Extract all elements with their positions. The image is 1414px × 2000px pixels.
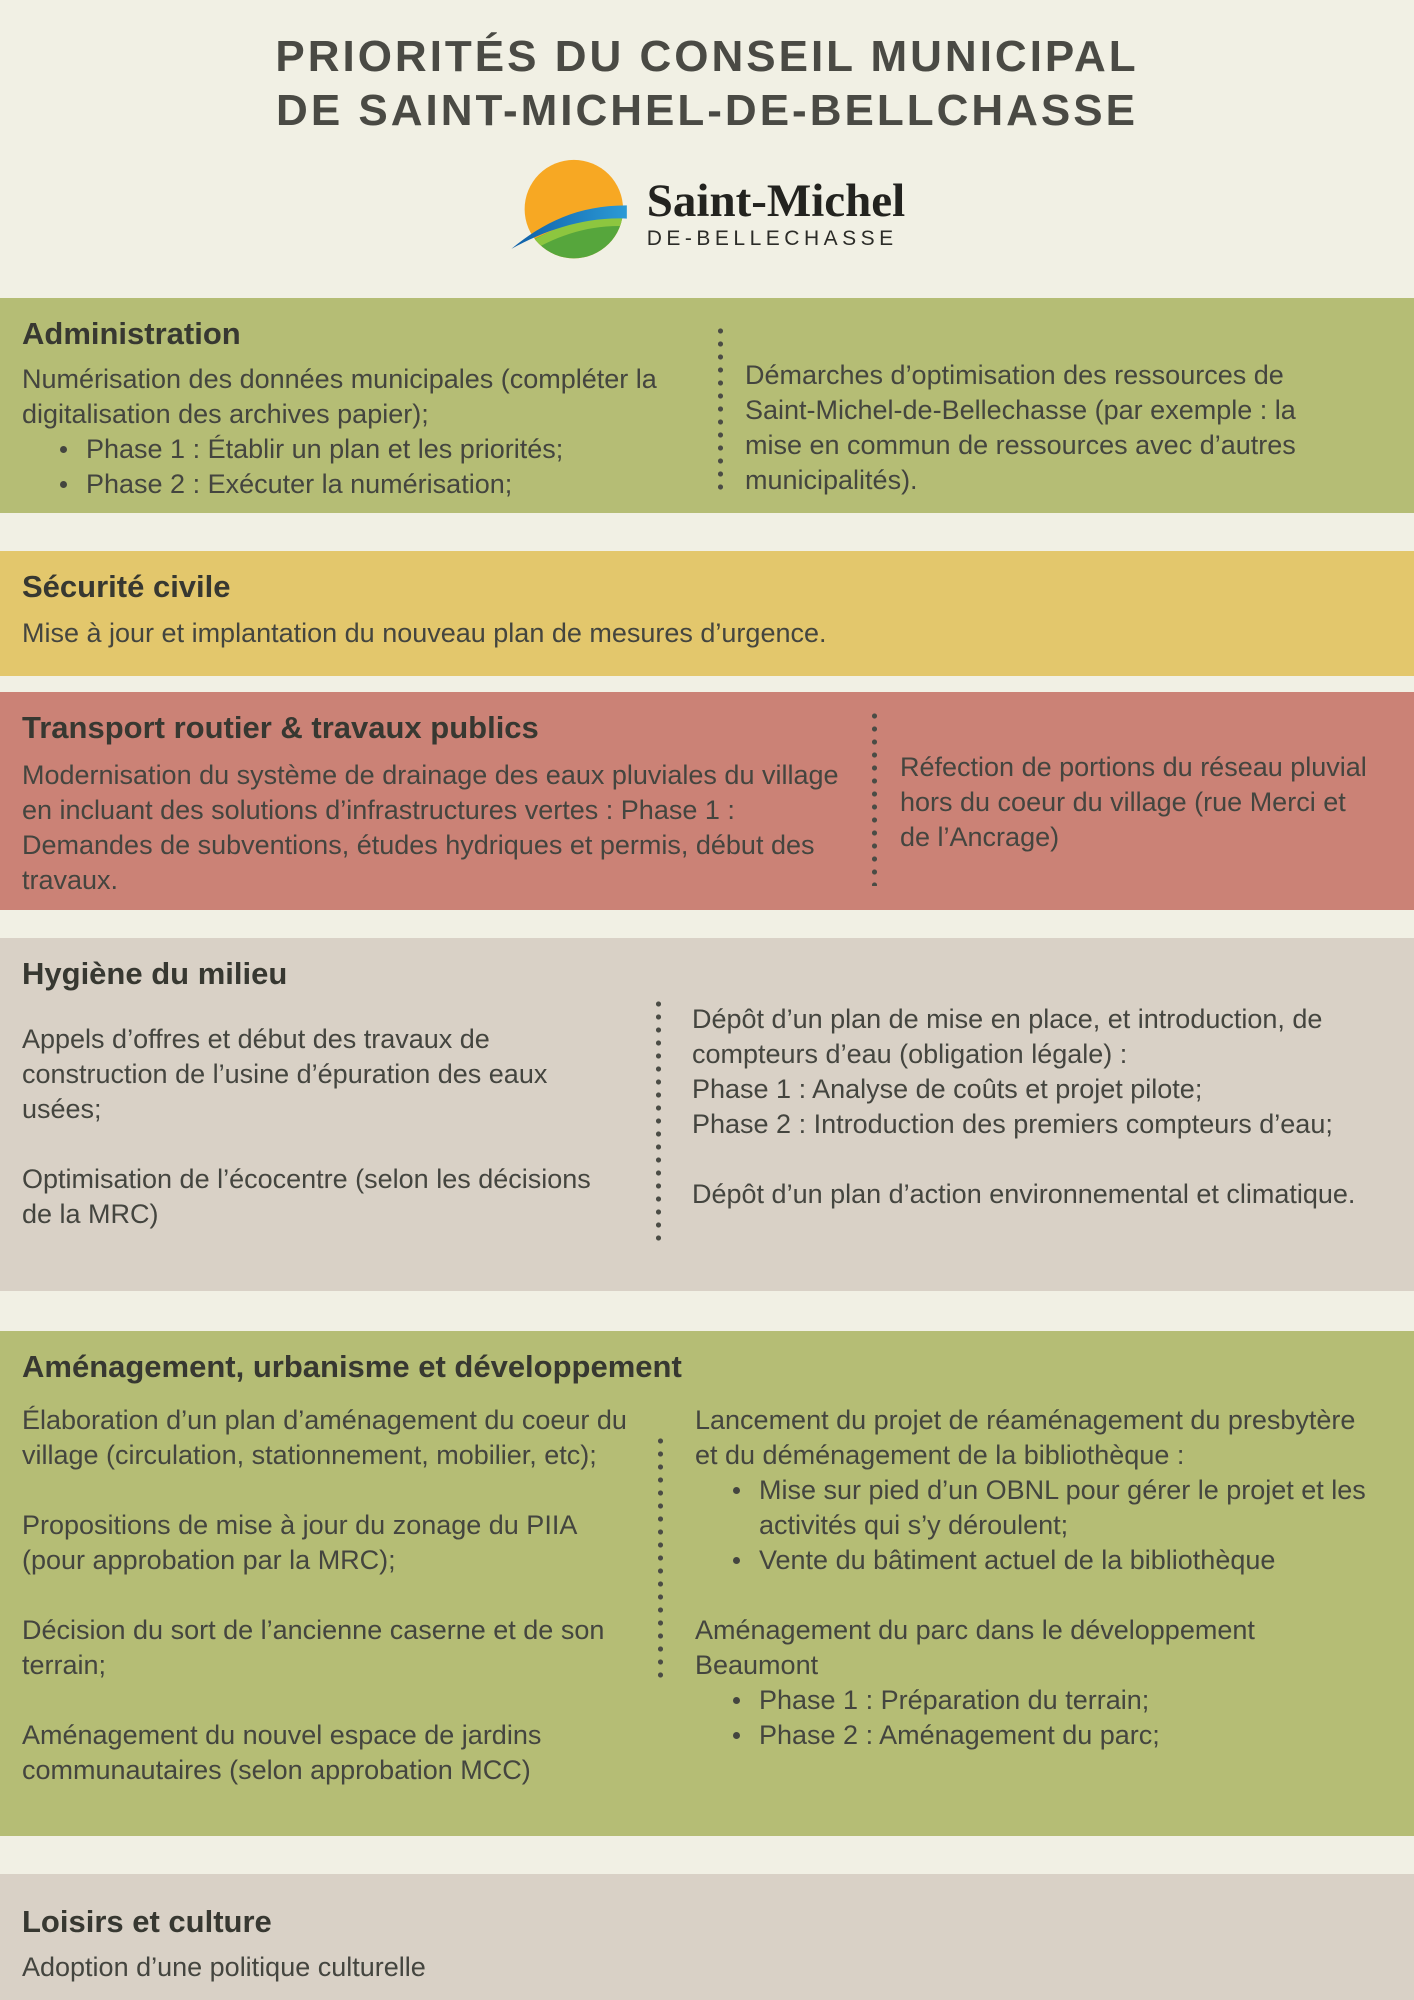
blank-line [22,1578,642,1613]
list-item [60,432,682,467]
administration-intro: Numérisation des données municipales (compléter la digitalisation des archives papier); [22,364,657,429]
amenagement-paragraph-1: Élaboration d’un plan d’aménagement du coeur du village (circulation, stationnement, mobilier, etc); [22,1405,627,1470]
administration-right-column: Démarches d’optimisation des ressources de Saint-Michel-de-Bellechasse (par exemple : la mise en commun de ressources avec d’autres municipalités). [745,360,1296,495]
logo-wordmark [647,172,905,251]
section-amenagement [0,1331,1414,1836]
administration-left-column [22,362,682,502]
amenagement-bullet-list-2 [695,1683,1385,1753]
bullet-dot [733,1487,740,1494]
section-transport [0,692,1414,910]
bullet-dot [60,446,67,453]
bullet-dot [733,1732,740,1739]
blank-line [695,1578,1385,1613]
list-item-text: Phase 1 : Établir un plan et les priorités; [86,434,564,464]
municipality-logo [0,156,1414,266]
amenagement-paragraph-4: Aménagement du nouvel espace de jardins communautaires (selon approbation MCC) [22,1720,542,1785]
list-item [733,1718,1385,1753]
hygiene-paragraph-1: Appels d’offres et début des travaux de construction de l’usine d’épuration des eaux usées; [22,1024,548,1124]
amenagement-paragraph-2: Propositions de mise à jour du zonage du PIIA (pour approbation par la MRC); [22,1510,576,1575]
amenagement-left-column [22,1403,642,1788]
list-item-text: Phase 2 : Exécuter la numérisation; [86,469,513,499]
dotted-divider [656,998,661,1244]
section-loisirs-heading: Loisirs et culture [22,1904,272,1939]
section-amenagement-heading: Aménagement, urbanisme et développement [22,1349,682,1384]
dotted-divider [718,325,723,495]
blank-line [22,1473,642,1508]
list-item-text: Mise sur pied d’un OBNL pour gérer le projet et les activités qui s’y déroulent; [759,1475,1366,1540]
page-title-line1: PRIORITÉS DU CONSEIL MUNICIPAL [275,32,1139,81]
amenagement-right-column [695,1403,1385,1753]
list-item-text: Phase 1 : Préparation du terrain; [759,1685,1150,1715]
amenagement-right-paragraph-2: Aménagement du parc dans le développement Beaumont [695,1615,1255,1680]
list-item [733,1473,1385,1543]
hygiene-paragraph-2: Optimisation de l’écocentre (selon les décisions de la MRC) [22,1164,591,1229]
section-securite-heading: Sécurité civile [22,569,231,604]
administration-bullet-list [22,432,682,502]
list-item [60,467,682,502]
securite-text: Mise à jour et implantation du nouveau plan de mesures d’urgence. [22,618,827,648]
loisirs-text: Adoption d’une politique culturelle [22,1952,426,1982]
blank-line [22,1683,642,1718]
section-securite-civile [0,551,1414,676]
hygiene-left-column [22,1022,622,1232]
bullet-dot [60,481,67,488]
transport-right-column: Réfection de portions du réseau pluvial hors du coeur du village (rue Merci et de l’Ancrage) [900,752,1367,852]
list-item-text: Vente du bâtiment actuel de la bibliothèque [759,1545,1276,1575]
hygiene-right-line2: Phase 1 : Analyse de coûts et projet pilote; [692,1074,1203,1104]
section-transport-heading: Transport routier & travaux publics [22,710,539,745]
bullet-dot [733,1697,740,1704]
sun-wave-hill-logo-icon [509,158,633,264]
list-item [733,1683,1385,1718]
bullet-dot [733,1557,740,1564]
hygiene-right-column [692,1002,1392,1212]
list-item [733,1543,1385,1578]
blank-line [22,1127,622,1162]
page-title [0,30,1414,138]
list-item-text: Phase 2 : Aménagement du parc; [759,1720,1160,1750]
section-hygiene [0,938,1414,1291]
amenagement-right-paragraph-1: Lancement du projet de réaménagement du presbytère et du déménagement de la bibliothèque : [695,1405,1356,1470]
page-title-line2: DE SAINT-MICHEL-DE-BELLCHASSE [276,86,1138,135]
dotted-divider [658,1435,663,1681]
amenagement-bullet-list-1 [695,1473,1385,1578]
section-administration-heading: Administration [22,316,241,351]
hygiene-right-line3: Phase 2 : Introduction des premiers compteurs d’eau; [692,1109,1333,1139]
hygiene-right-line1: Dépôt d’un plan de mise en place, et introduction, de compteurs d’eau (obligation légale) : [692,1004,1323,1069]
section-administration [0,298,1414,513]
hygiene-right-paragraph-2: Dépôt d’un plan d’action environnemental et climatique. [692,1179,1356,1209]
amenagement-paragraph-3: Décision du sort de l’ancienne caserne et de son terrain; [22,1615,605,1680]
dotted-divider [872,710,877,886]
blank-line [692,1142,1392,1177]
section-loisirs [0,1874,1414,2000]
logo-subtitle: DE-BELLECHASSE [646,226,898,250]
transport-left-column: Modernisation du système de drainage des eaux pluviales du village en incluant des solutions d’infrastructures vertes : Phase 1 : Demandes de subventions, études hydriques et permis, début des travaux. [22,760,839,895]
poster-header [0,0,1414,266]
section-hygiene-heading: Hygiène du milieu [22,956,288,991]
logo-name: Saint-Michel [646,174,906,227]
